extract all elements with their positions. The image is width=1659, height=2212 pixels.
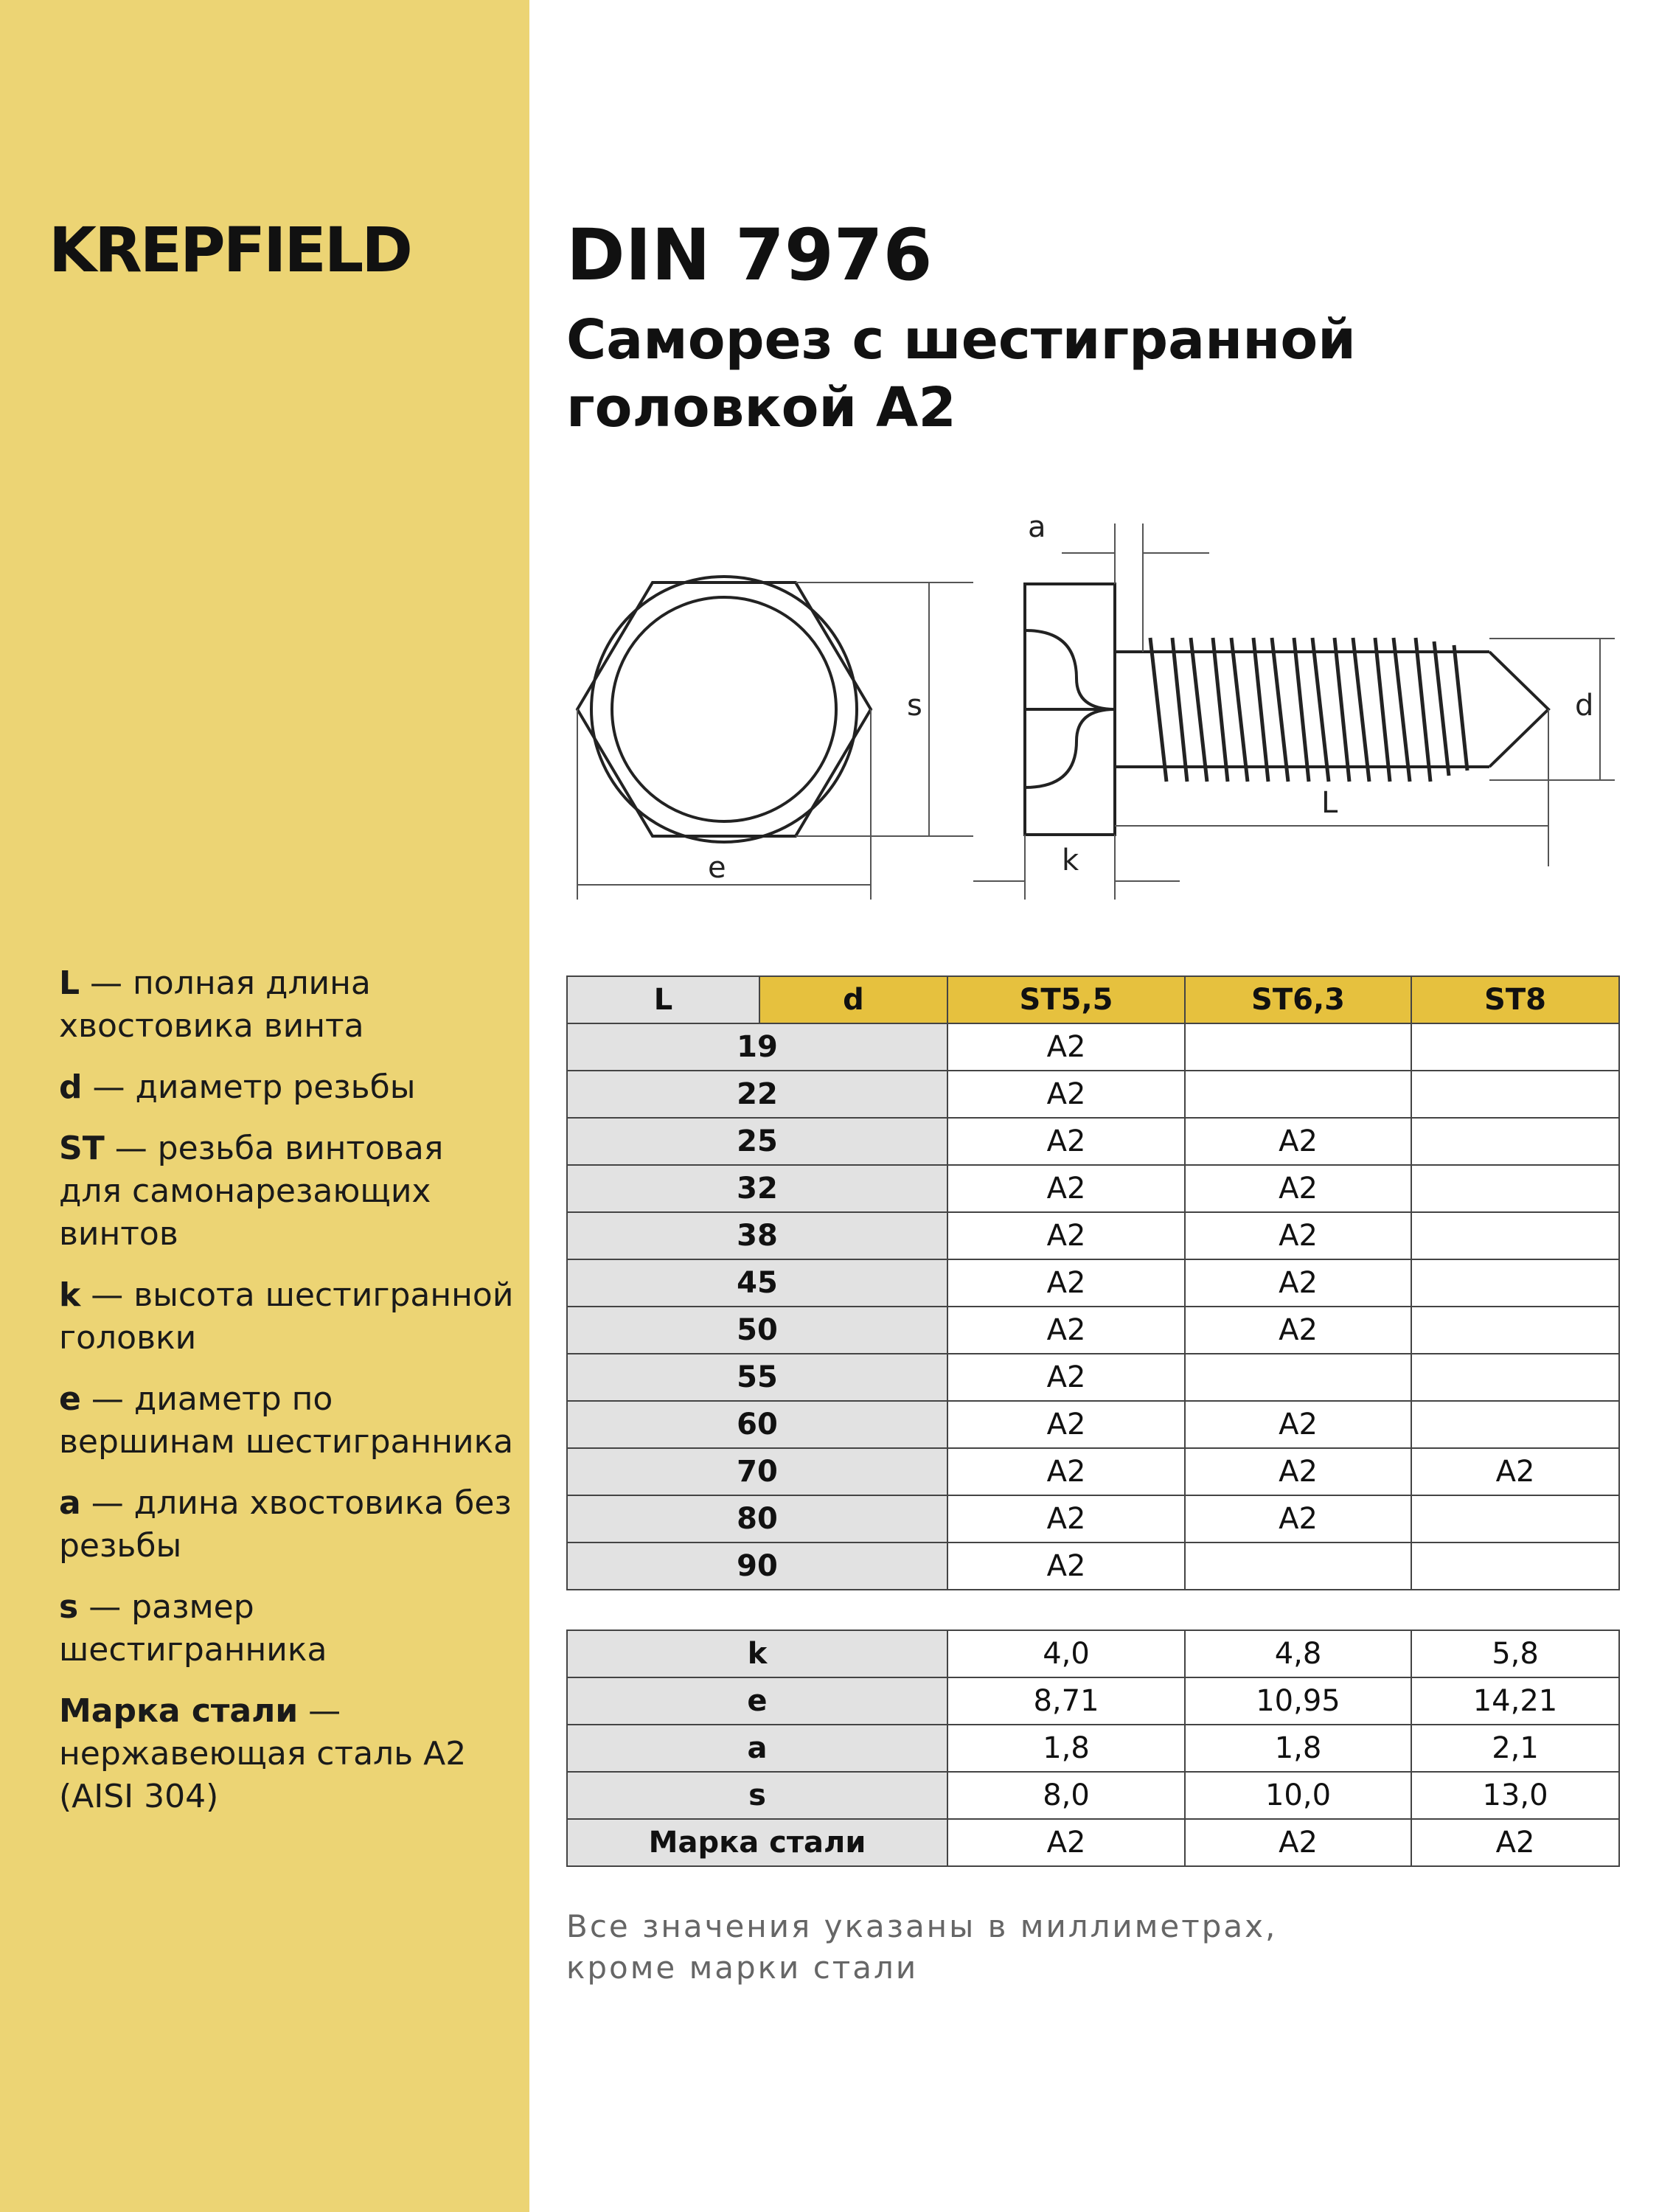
hex-head-inner-circle [612,597,836,821]
table-row: 80 A2 A2 [567,1495,1619,1543]
label-k: k [1062,844,1079,877]
screw-drawing [560,501,1630,914]
table-row: 60 A2 A2 [567,1401,1619,1448]
label-e: e [708,851,726,885]
label-a: a [1028,510,1046,544]
table-row: 55 A2 [567,1354,1619,1401]
table-row: e 8,71 10,95 14,21 [567,1677,1619,1725]
legend-item: Марка стали — нержавеющая сталь А2 (AISI 304) [59,1692,467,1815]
table-header-row [567,976,1619,1023]
table-row: 38 A2 A2 [567,1212,1619,1259]
table-row: 22 A2 [567,1071,1619,1118]
hex-head-outline [577,582,871,836]
header-d: d [759,976,947,1023]
table-row: 90 A2 [567,1543,1619,1590]
dimensions-table [566,1630,1620,1867]
threads [1150,638,1467,782]
length-availability-table [566,975,1620,1590]
table-row: 70 A2 A2 A2 [567,1448,1619,1495]
legend-item: k — высота шестигранной головки [59,1276,514,1357]
table-row: 50 A2 A2 [567,1307,1619,1354]
table-row: Марка стали A2 A2 A2 [567,1819,1619,1866]
legend [59,962,516,1837]
table-row: 45 A2 A2 [567,1259,1619,1307]
table-row: k 4,0 4,8 5,8 [567,1630,1619,1677]
legend-item: d — диаметр резьбы [59,1068,416,1106]
standard-title: DIN 7976 [566,214,933,296]
legend-item: a — длина хвостовика без резьбы [59,1484,512,1565]
legend-item: ST — резьба винтовая для самонарезающих винтов [59,1130,444,1253]
sidebar [0,0,529,2212]
header-L: L [567,976,759,1023]
label-s: s [907,689,922,723]
table-row: 32 A2 A2 [567,1165,1619,1212]
table-row: 25 A2 A2 [567,1118,1619,1165]
table-row: a 1,8 1,8 2,1 [567,1725,1619,1772]
table-row: s 8,0 10,0 13,0 [567,1772,1619,1819]
header-st63: ST6,3 [1185,976,1411,1023]
legend-item: s — размер шестигранника [59,1588,327,1669]
header-st8: ST8 [1411,976,1619,1023]
units-note: Все значения указаны в миллиметрах, кроме марки стали [566,1908,1278,1986]
product-title: Саморез с шестигранной головкой А2 [566,308,1357,439]
label-d: d [1575,689,1594,723]
legend-item: L — полная длина хвостовика винта [59,964,371,1045]
legend-item: e — диаметр по вершинам шестигранника [59,1380,514,1461]
brand-logo: KREPFIELD [49,214,411,286]
hex-head-outer-circle [591,577,857,842]
table-row: 19 A2 [567,1023,1619,1071]
header-st55: ST5,5 [947,976,1185,1023]
label-L: L [1321,786,1338,820]
